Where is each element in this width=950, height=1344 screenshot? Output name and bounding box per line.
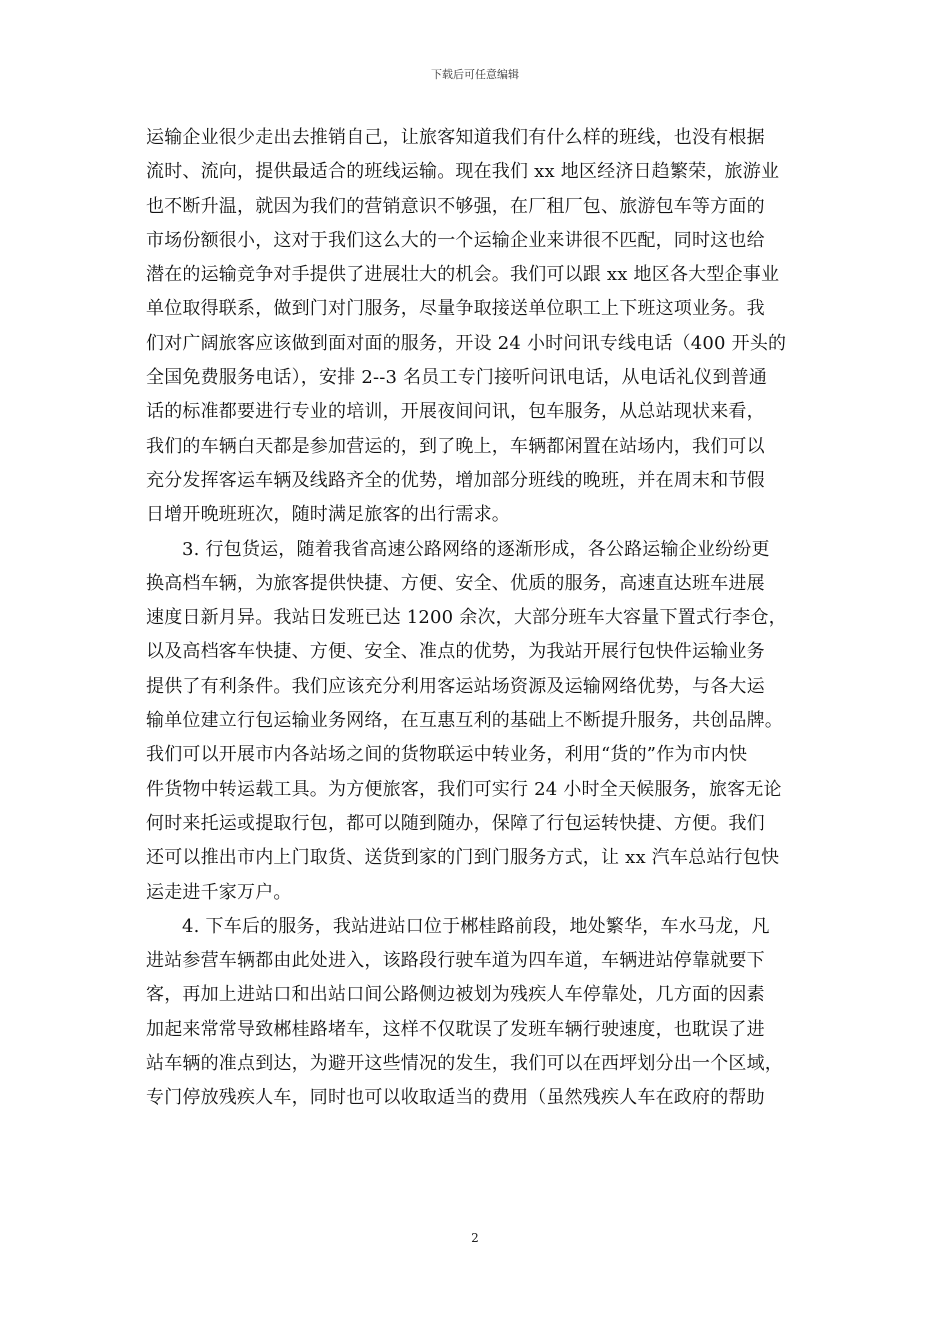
text-line: 站车辆的准点到达，为避开这些情况的发生，我们可以在西坪划分出一个区域， bbox=[146, 1053, 783, 1075]
text-line: 进站参营车辆都由此处进入，该路段行驶车道为四车道，车辆进站停靠就要下 bbox=[146, 950, 765, 972]
paragraph bbox=[146, 533, 808, 910]
text-line: 客，再加上进站口和出站口间公路侧边被划为残疾人车停靠处，几方面的因素 bbox=[146, 984, 765, 1006]
text-line: 全国免费服务电话），安排 2--3 名员工专门接听问讯电话，从电话礼仪到普通 bbox=[146, 367, 768, 389]
text-line: 4. 下车后的服务，我站进站口位于郴桂路前段，地处繁华，车水马龙，凡 bbox=[182, 915, 770, 937]
text-line: 加起来常常导致郴桂路堵车，这样不仅耽误了发班车辆行驶速度，也耽误了进 bbox=[146, 1018, 765, 1040]
text-line: 换高档车辆，为旅客提供快捷、方便、安全、优质的服务，高速直达班车进展 bbox=[146, 572, 765, 594]
text-line: 专门停放残疾人车，同时也可以收取适当的费用（虽然残疾人车在政府的帮助 bbox=[146, 1087, 765, 1109]
text-line: 还可以推出市内上门取货、送货到家的门到门服务方式，让 xx 汽车总站行包快 bbox=[146, 847, 780, 869]
body-text bbox=[146, 121, 808, 1116]
text-line: 速度日新月异。我站日发班已达 1200 余次，大部分班车大容量下置式行李仓， bbox=[146, 607, 787, 629]
text-line: 运输企业很少走出去推销自己，让旅客知道我们有什么样的班线，也没有根据 bbox=[146, 127, 765, 148]
page-header: 下载后可任意编辑 bbox=[431, 68, 519, 81]
text-line: 充分发挥客运车辆及线路齐全的优势，增加部分班线的晚班，并在周末和节假 bbox=[146, 469, 765, 491]
text-line: 流时、流向，提供最适合的班线运输。现在我们 xx 地区经济日趋繁荣，旅游业 bbox=[146, 161, 780, 183]
text-line: 单位取得联系，做到门对门服务，尽量争取接送单位职工上下班这项业务。我 bbox=[146, 298, 765, 320]
text-line: 我们的车辆白天都是参加营运的，到了晚上，车辆都闲置在站场内，我们可以 bbox=[146, 435, 765, 457]
text-line: 输单位建立行包运输业务网络，在互惠互利的基础上不断提升服务，共创品牌。 bbox=[146, 710, 783, 732]
text-line: 何时来托运或提取行包，都可以随到随办，保障了行包运转快捷、方便。我们 bbox=[146, 812, 765, 834]
text-line: 话的标准都要进行专业的培训，开展夜间问讯，包车服务，从总站现状来看， bbox=[146, 401, 765, 423]
text-line: 市场份额很小，这对于我们这么大的一个运输企业来讲很不匹配，同时这也给 bbox=[146, 229, 765, 251]
text-line: 运走进千家万户。 bbox=[146, 881, 292, 903]
text-line: 提供了有利条件。我们应该充分利用客运站场资源及运输网络优势，与各大运 bbox=[146, 675, 765, 697]
text-line: 以及高档客车快捷、方便、安全、准点的优势，为我站开展行包快件运输业务 bbox=[146, 641, 765, 663]
text-line: 也不断升温，就因为我们的营销意识不够强，在厂租厂包、旅游包车等方面的 bbox=[146, 195, 765, 217]
text-line: 我们可以开展市内各站场之间的货物联运中转业务，利用“货的”作为市内快 bbox=[146, 744, 748, 766]
text-line: 件货物中转运载工具。为方便旅客，我们可实行 24 小时全天候服务，旅客无论 bbox=[146, 778, 782, 800]
paragraph bbox=[146, 121, 808, 533]
text-line: 日增开晚班班次，随时满足旅客的出行需求。 bbox=[146, 504, 510, 526]
paragraph bbox=[146, 910, 808, 1116]
text-line: 潜在的运输竞争对手提供了进展壮大的机会。我们可以跟 xx 地区各大型企事业 bbox=[146, 264, 780, 286]
text-line: 们对广阔旅客应该做到面对面的服务，开设 24 小时问讯专线电话（400 开头的 bbox=[146, 332, 787, 354]
page-number: 2 bbox=[471, 1231, 479, 1245]
text-line: 3. 行包货运，随着我省高速公路网络的逐渐形成，各公路运输企业纷纷更 bbox=[182, 538, 770, 560]
